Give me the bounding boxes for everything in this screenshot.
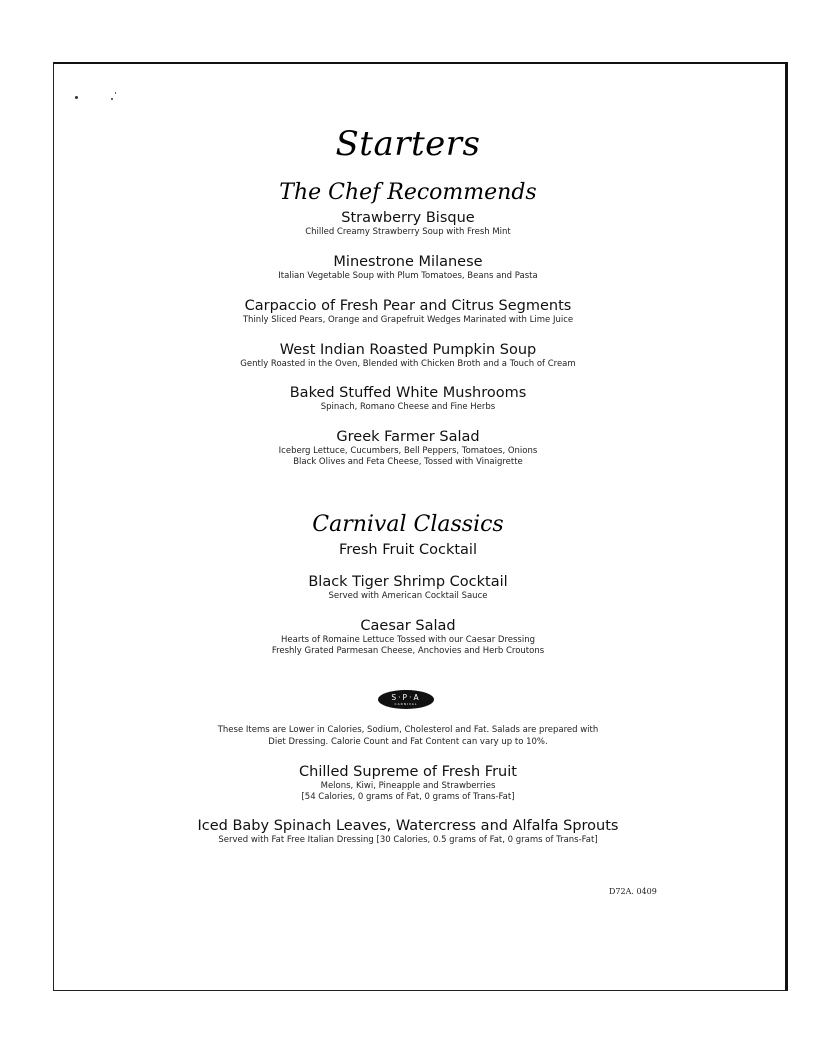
spa-note-line: Diet Dressing. Calorie Count and Fat Content can vary up to 10%. (268, 737, 548, 747)
menu-item-description: [54 Calories, 0 grams of Fat, 0 grams of Trans-Fat] (301, 792, 515, 802)
scan-speck (115, 92, 116, 94)
menu-item-description: Melons, Kiwi, Pineapple and Strawberries (320, 781, 496, 791)
menu-item-description: Spinach, Romano Cheese and Fine Herbs (320, 402, 496, 412)
menu-item (0, 385, 816, 413)
menu-item-name: Baked Stuffed White Mushrooms (289, 385, 527, 401)
menu-item-description: Hearts of Romaine Lettuce Tossed with our Caesar Dressing (281, 635, 535, 645)
menu-item (0, 254, 816, 282)
menu-item-name: West Indian Roasted Pumpkin Soup (279, 342, 537, 358)
menu-item (0, 210, 816, 238)
menu-item (0, 818, 816, 846)
menu-item-description: Served with American Cocktail Sauce (328, 591, 488, 601)
menu-code: D72A. 0409 (609, 887, 657, 896)
menu-item (0, 764, 816, 803)
section-heading-chef-recommends: The Chef Recommends (279, 180, 537, 205)
menu-item-name: Fresh Fruit Cocktail (339, 542, 477, 558)
menu-item (0, 618, 816, 657)
menu-item-description: Iceberg Lettuce, Cucumbers, Bell Peppers, Tomatoes, Onions (278, 446, 538, 456)
menu-item-description: Thinly Sliced Pears, Orange and Grapefruit Wedges Marinated with Lime Juice (242, 315, 574, 325)
menu-item-description: Italian Vegetable Soup with Plum Tomatoes, Beans and Pasta (278, 271, 538, 281)
spa-logo-text: S·P·A (391, 693, 421, 702)
menu-item-description: Gently Roasted in the Oven, Blended with Chicken Broth and a Touch of Cream (240, 359, 576, 369)
menu-item-description: Chilled Creamy Strawberry Soup with Fresh Mint (305, 227, 511, 237)
section-heading-carnival-classics: Carnival Classics (312, 512, 504, 537)
scan-speck (75, 96, 78, 99)
scan-speck (111, 98, 113, 100)
menu-item-description: Black Olives and Feta Cheese, Tossed with Vinaigrette (293, 457, 523, 467)
menu-title: Starters (335, 124, 481, 164)
menu-item (0, 298, 816, 326)
menu-item-name: Carpaccio of Fresh Pear and Citrus Segments (244, 298, 572, 314)
menu-item (0, 429, 816, 468)
menu-item (0, 342, 816, 370)
spa-logo-subtext: CARNIVAL (394, 702, 418, 706)
spa-logo-badge (378, 690, 434, 709)
menu-item-name: Strawberry Bisque (341, 210, 475, 226)
menu-item-description: Served with Fat Free Italian Dressing [30 Calories, 0.5 grams of Fat, 0 grams of Trans-Fat] (218, 835, 598, 845)
menu-item-name: Greek Farmer Salad (336, 429, 480, 445)
menu-item-name: Chilled Supreme of Fresh Fruit (299, 764, 517, 780)
menu-item (0, 542, 816, 559)
menu-item-name: Caesar Salad (360, 618, 456, 634)
menu-item-name: Black Tiger Shrimp Cocktail (308, 574, 508, 590)
menu-item-name: Minestrone Milanese (333, 254, 483, 270)
menu-item-description: Freshly Grated Parmesan Cheese, Anchovies and Herb Croutons (271, 646, 545, 656)
spa-note-line: These Items are Lower in Calories, Sodium, Cholesterol and Fat. Salads are prepared with (217, 725, 599, 735)
menu-item (0, 574, 816, 602)
spa-note (0, 724, 816, 748)
menu-item-name: Iced Baby Spinach Leaves, Watercress and Alfalfa Sprouts (197, 818, 619, 834)
